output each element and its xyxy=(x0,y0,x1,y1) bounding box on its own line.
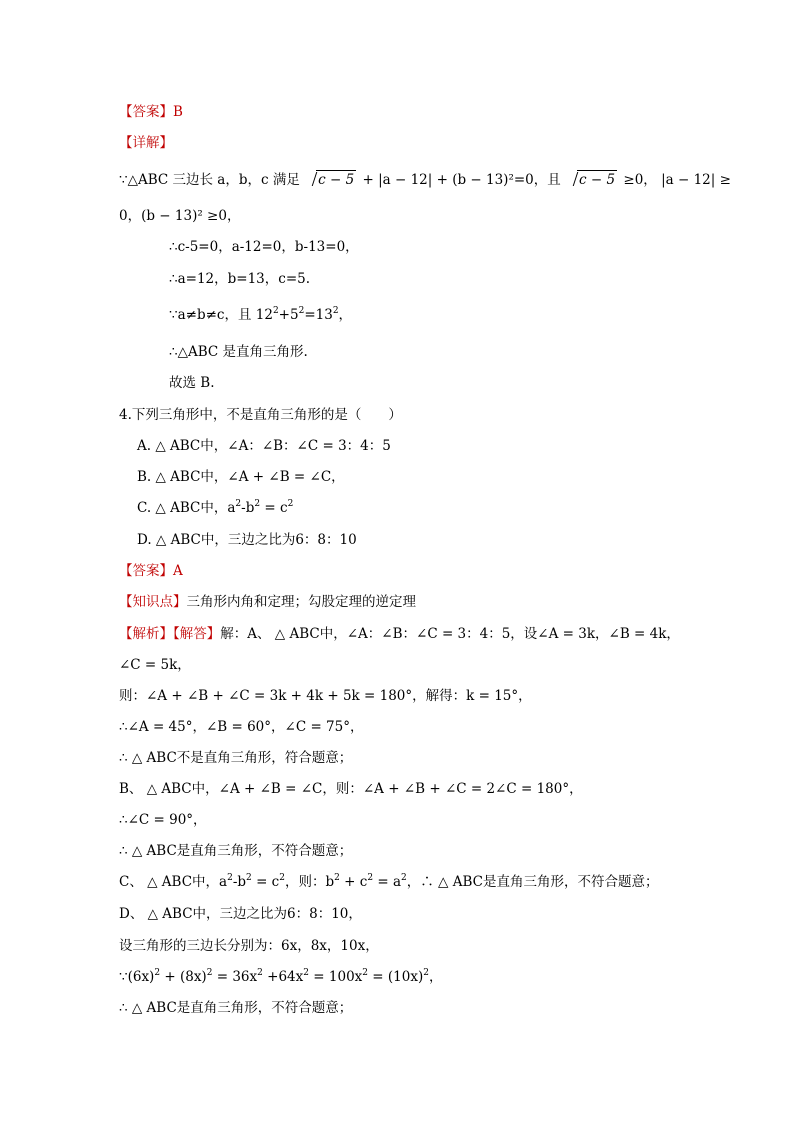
analysis-text: ， xyxy=(428,969,443,985)
detail-line-7: 故选 B. xyxy=(169,375,215,391)
analysis-text: +64x xyxy=(262,969,304,985)
analysis-text: ，则：b xyxy=(284,874,335,890)
analysis-line-6: B、 △ ABC中，∠A + ∠B = ∠C，则：∠A + ∠B + ∠C = 2∠C = 180°， xyxy=(119,781,583,797)
analysis-line-5: ∴ △ ABC不是直角三角形，符合题意； xyxy=(119,750,353,766)
knowledge-value: 三角形内角和定理；勾股定理的逆定理 xyxy=(186,594,416,610)
detail-line-4: ∴a=12，b=13，c=5. xyxy=(169,271,311,287)
superscript: 2 xyxy=(303,968,309,978)
option-text: -b xyxy=(241,500,255,516)
answer-line-1 xyxy=(119,103,183,121)
superscript: 2 xyxy=(332,306,339,316)
detail-text: ≥0， |a − 12| ≥ xyxy=(619,172,731,188)
detail-line-6: ∴△ABC 是直角三角形. xyxy=(169,344,308,360)
option-c xyxy=(137,499,293,517)
superscript: 2 xyxy=(298,306,305,316)
superscript: 2 xyxy=(272,306,279,316)
analysis-label: 【解析】【解答】 xyxy=(119,626,221,642)
superscript: 2 xyxy=(367,873,374,883)
superscript: 2 xyxy=(401,873,407,883)
analysis-text: 解：A、 △ ABC中，∠A：∠B：∠C = 3：4：5，设∠A = 3k，∠B = 4k， xyxy=(220,626,680,642)
question-stem: 4.下列三角形中，不是直角三角形的是（ ） xyxy=(119,407,402,423)
detail-label: 【详解】 xyxy=(119,135,173,151)
answer-value: A xyxy=(173,563,183,579)
superscript: 2 xyxy=(257,968,263,978)
analysis-text: ，∴ △ ABC是直角三角形，不符合题意； xyxy=(406,874,659,890)
sqrt-expression: c − 5 xyxy=(567,170,617,189)
answer-label: 【答案】 xyxy=(119,563,173,579)
analysis-line-1 xyxy=(119,625,680,643)
detail-text: ， xyxy=(338,307,353,323)
superscript: 2 xyxy=(279,873,285,883)
analysis-line-8: ∴ △ ABC是直角三角形，不符合题意； xyxy=(119,843,353,859)
superscript: 2 xyxy=(235,499,242,509)
option-d: D. △ ABC中，三边之比为6：8：10 xyxy=(137,532,357,548)
detail-line-2: 0，(b − 13)² ≥0， xyxy=(119,208,241,224)
knowledge-label: 【知识点】 xyxy=(119,594,187,610)
sqrt-expression: c − 5 xyxy=(306,170,356,189)
option-b: B. △ ABC中，∠A + ∠B = ∠C， xyxy=(137,469,345,485)
detail-line-5 xyxy=(169,306,352,324)
detail-text: + |a − 12| + (b − 13)²=0，且 xyxy=(358,172,566,188)
analysis-line-7: ∴∠C = 90°， xyxy=(119,812,207,828)
superscript: 2 xyxy=(154,968,161,978)
superscript: 2 xyxy=(287,499,294,509)
analysis-line-3: 则：∠A + ∠B + ∠C = 3k + 4k + 5k = 180°，解得：k = 15°， xyxy=(119,688,532,704)
detail-text: =13 xyxy=(304,307,333,323)
analysis-line-4: ∴∠A = 45°，∠B = 60°，∠C = 75°， xyxy=(119,719,364,735)
knowledge-line xyxy=(119,593,416,611)
analysis-line-9 xyxy=(119,873,658,891)
answer-label: 【答案】 xyxy=(119,104,173,120)
superscript: 2 xyxy=(227,873,233,883)
analysis-text: + (8x) xyxy=(160,969,207,985)
analysis-text: + c xyxy=(339,874,368,890)
analysis-text: = (10x) xyxy=(368,969,424,985)
analysis-line-13: ∴ △ ABC是直角三角形，不符合题意； xyxy=(119,1000,353,1016)
analysis-text: = 36x xyxy=(212,969,258,985)
detail-text: ∵△ABC 三边长 a，b，c 满足 xyxy=(119,172,305,188)
option-a: A. △ ABC中，∠A：∠B：∠C = 3：4：5 xyxy=(137,438,391,454)
analysis-text: ∵(6x) xyxy=(119,969,155,985)
option-text: = c xyxy=(260,500,288,516)
analysis-text: = 100x xyxy=(309,969,363,985)
superscript: 2 xyxy=(246,873,252,883)
analysis-line-2: ∠C = 5k， xyxy=(119,657,191,673)
detail-text: +5 xyxy=(278,307,299,323)
superscript: 2 xyxy=(423,968,429,978)
superscript: 2 xyxy=(362,968,369,978)
answer-line-2 xyxy=(119,562,183,580)
analysis-text: = a xyxy=(373,874,402,890)
answer-value: B xyxy=(173,104,183,120)
detail-text: ∵a≠b≠c，且 12 xyxy=(169,307,273,323)
detail-line-1 xyxy=(119,170,731,189)
superscript: 2 xyxy=(206,968,213,978)
analysis-line-11: 设三角形的三边长分别为：6x，8x，10x， xyxy=(119,938,379,954)
superscript: 2 xyxy=(254,499,261,509)
superscript: 2 xyxy=(334,873,340,883)
analysis-text: -b xyxy=(232,874,247,890)
analysis-line-10: D、 △ ABC中，三边之比为6：8：10， xyxy=(119,906,362,922)
analysis-text: C、 △ ABC中，a xyxy=(119,874,228,890)
analysis-text: = c xyxy=(251,874,280,890)
option-text: C. △ ABC中，a xyxy=(137,500,236,516)
detail-line-3: ∴c-5=0，a-12=0，b-13=0， xyxy=(169,239,359,255)
analysis-line-12 xyxy=(119,968,442,986)
